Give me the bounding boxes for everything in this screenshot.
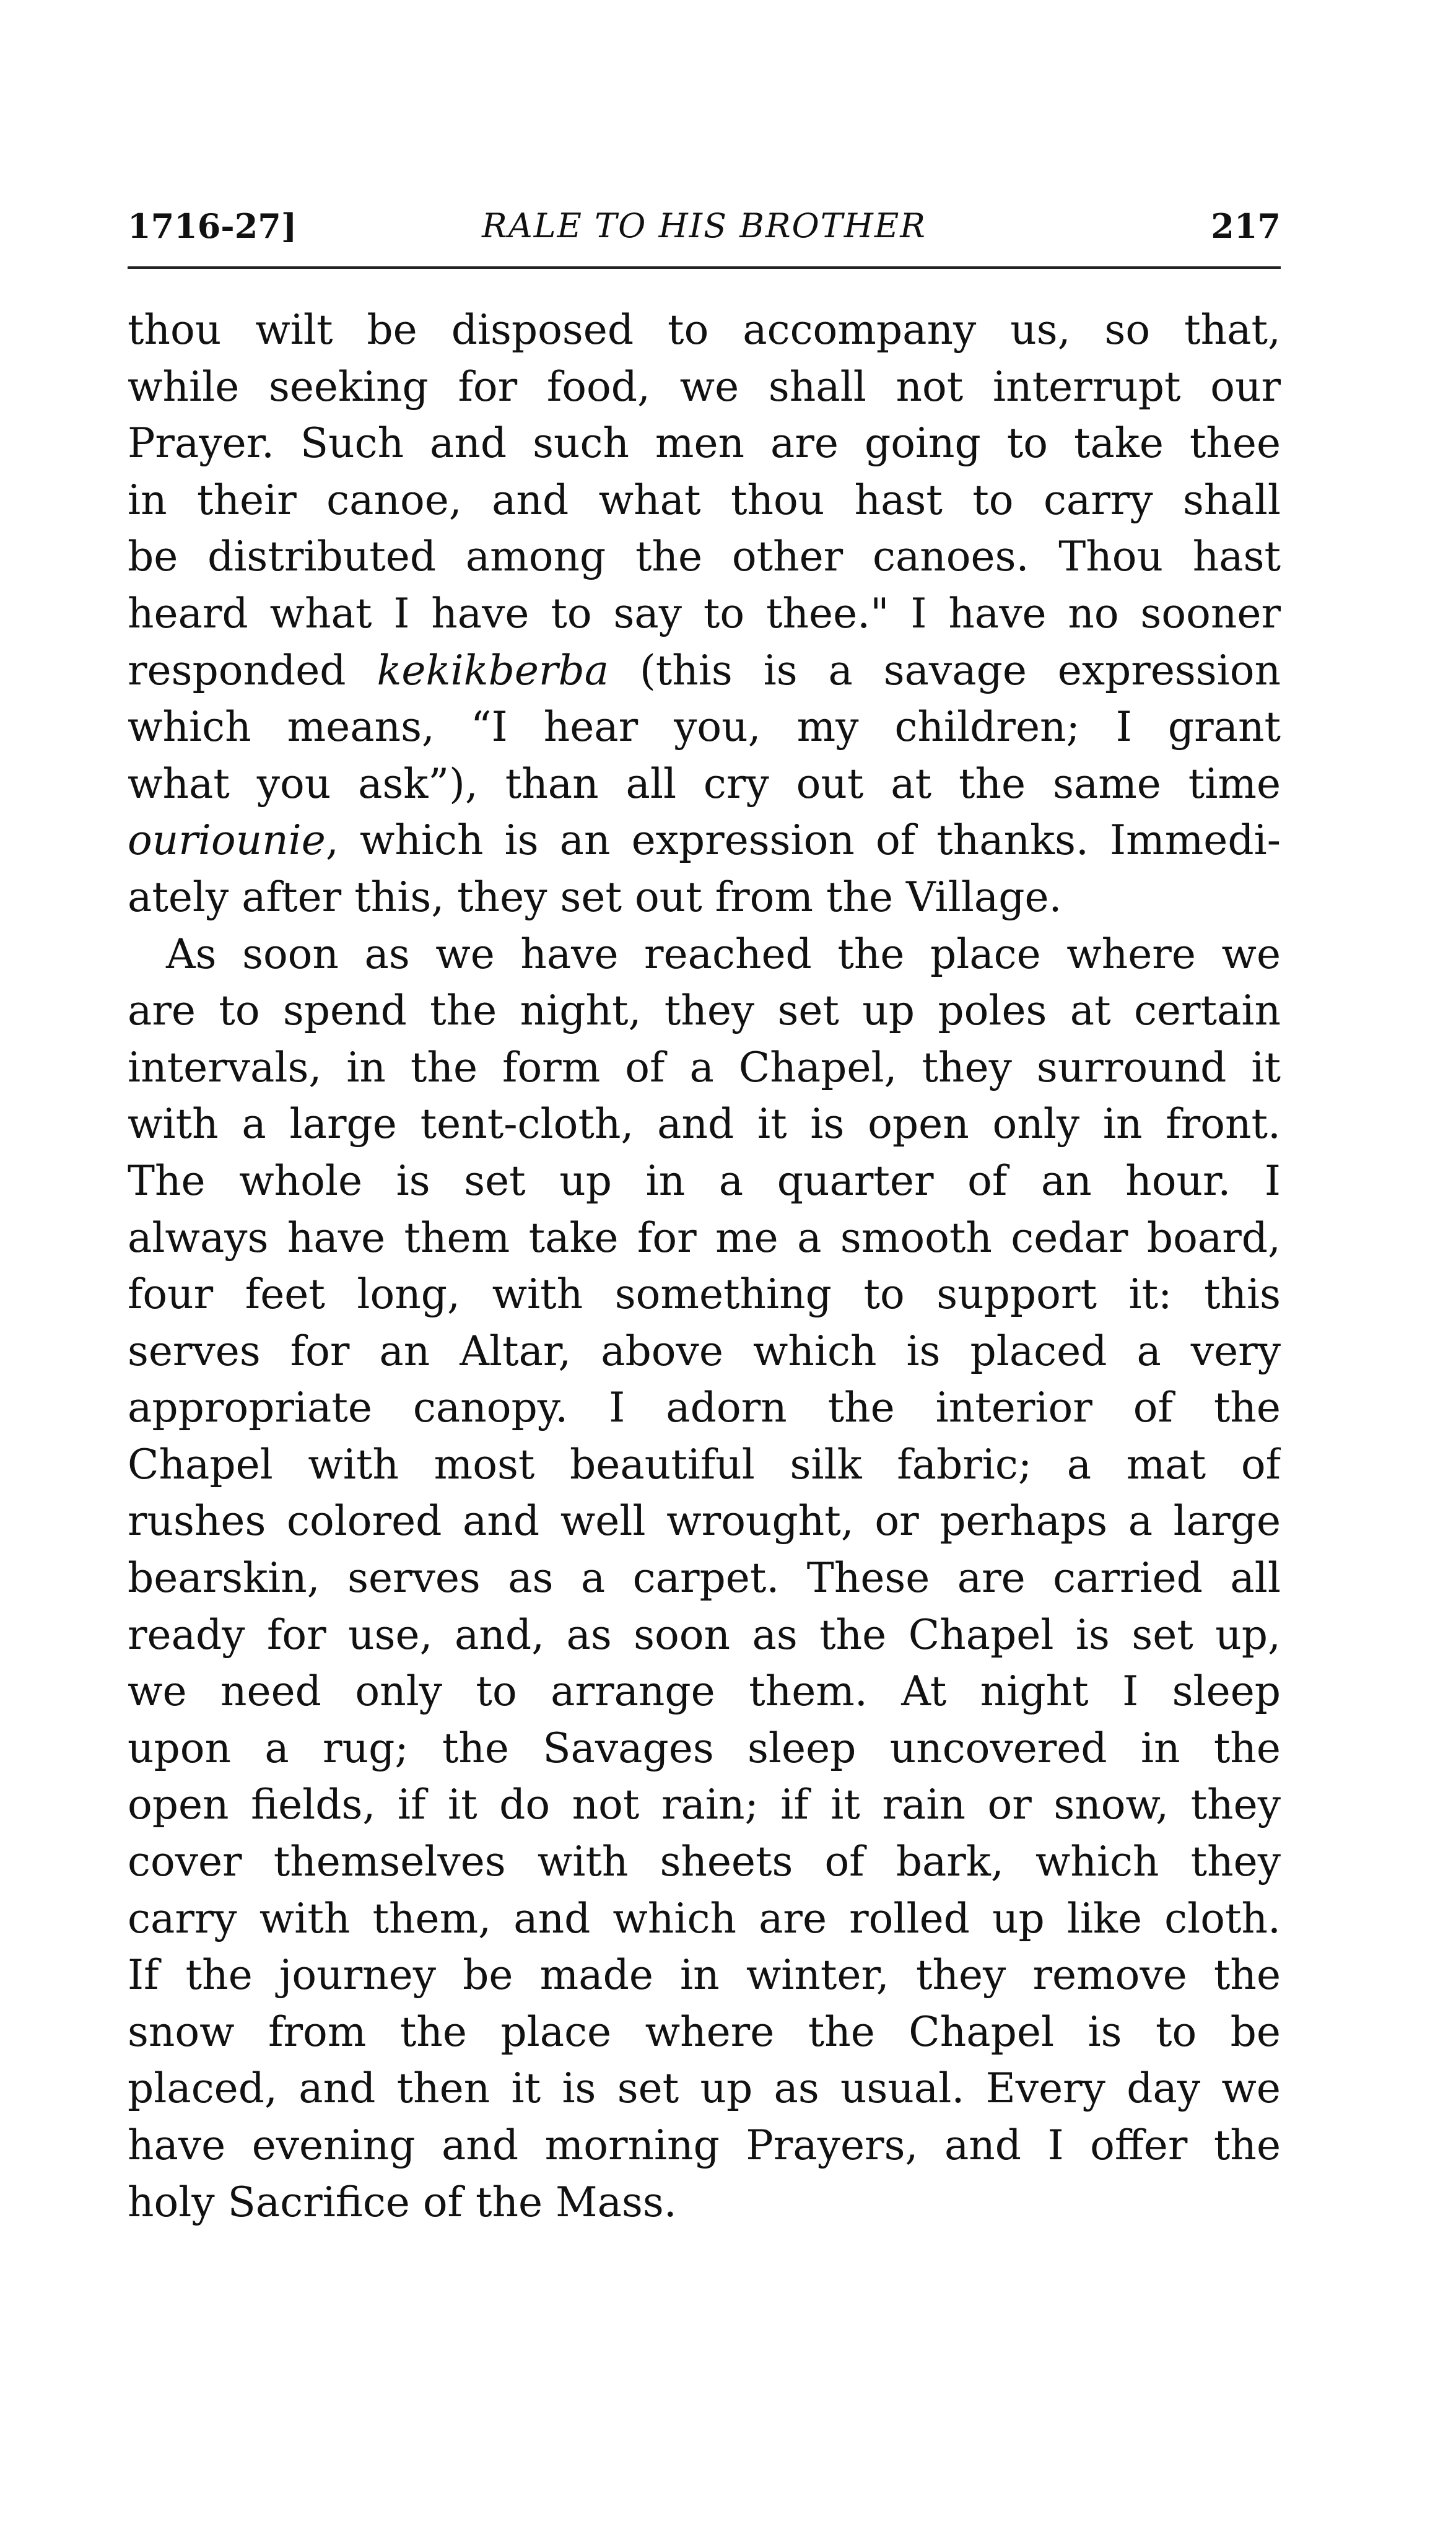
text-line	[128, 1379, 1281, 1436]
text-segment: four feet long, with something to support it: this	[128, 1270, 1281, 1319]
text-line	[128, 1663, 1281, 1720]
text-line	[128, 1096, 1281, 1153]
running-head-date-range: 1716-27]	[128, 206, 297, 246]
text-segment: we need only to arrange them. At night I sleep	[128, 1667, 1281, 1716]
text-segment: serves for an Altar, above which is placed a very	[128, 1327, 1281, 1375]
text-segment: placed, and then it is set up as usual. Every day we	[128, 2064, 1281, 2113]
text-segment: appropriate canopy. I adorn the interior of the	[128, 1384, 1281, 1432]
text-line	[128, 1493, 1281, 1550]
body-text	[128, 302, 1281, 2230]
text-segment: , which is an expression of thanks. Immedi-	[325, 816, 1281, 865]
header-rule	[128, 266, 1281, 269]
text-segment: ately after this, they set out from the Village.	[128, 873, 1062, 921]
text-segment: Chapel with most beautiful silk fabric; a mat of	[128, 1440, 1281, 1488]
running-head	[128, 201, 1281, 251]
text-segment: what you ask”), than all cry out at the same time	[128, 759, 1281, 808]
text-segment: holy Sacrifice of the Mass.	[128, 2178, 677, 2226]
text-line	[128, 2004, 1281, 2061]
text-line	[128, 472, 1281, 529]
text-line	[128, 585, 1281, 642]
text-line	[128, 1890, 1281, 1947]
text-segment: upon a rug; the Savages sleep uncovered in the	[128, 1724, 1281, 1772]
text-line	[128, 1266, 1281, 1323]
text-segment: have evening and morning Prayers, and I offer the	[128, 2121, 1281, 2169]
text-segment: responded	[128, 646, 377, 694]
text-line	[128, 812, 1281, 869]
text-segment: bearskin, serves as a carpet. These are carried all	[128, 1554, 1281, 1602]
text-segment: ready for use, and, as soon as the Chapel is set up,	[128, 1610, 1281, 1659]
text-segment: in their canoe, and what thou hast to carry shall	[128, 476, 1281, 524]
text-segment: As soon as we have reached the place where we	[166, 930, 1281, 978]
text-line	[128, 1153, 1281, 1210]
text-segment: which means, “I hear you, my children; I grant	[128, 703, 1281, 751]
text-segment: always have them take for me a smooth cedar board,	[128, 1213, 1281, 1262]
text-line	[128, 359, 1281, 416]
text-segment: snow from the place where the Chapel is to be	[128, 2007, 1281, 2056]
text-segment: rushes colored and well wrought, or perhaps a large	[128, 1497, 1281, 1545]
text-line	[128, 1039, 1281, 1096]
text-line	[128, 1210, 1281, 1267]
text-segment: be distributed among the other canoes. Thou hast	[128, 533, 1281, 581]
text-line	[128, 528, 1281, 585]
text-line	[128, 1947, 1281, 2004]
text-line	[128, 1607, 1281, 1664]
running-head-title: RALE TO HIS BROTHER	[482, 206, 926, 245]
text-line	[128, 926, 1281, 983]
text-segment: heard what I have to say to thee." I have no sooner	[128, 589, 1281, 637]
page-number: 217	[1211, 206, 1281, 246]
text-segment: are to spend the night, they set up poles at certain	[128, 987, 1281, 1035]
text-segment: intervals, in the form of a Chapel, they surround it	[128, 1043, 1281, 1091]
text-line	[128, 2060, 1281, 2117]
italic-term: kekikberba	[377, 646, 609, 694]
text-line	[128, 1550, 1281, 1607]
text-line	[128, 699, 1281, 756]
text-line	[128, 1323, 1281, 1380]
text-line	[128, 1833, 1281, 1890]
text-line	[128, 1720, 1281, 1777]
text-segment: open fields, if it do not rain; if it rain or snow, they	[128, 1781, 1281, 1829]
text-line	[128, 1436, 1281, 1493]
text-line	[128, 982, 1281, 1039]
text-line	[128, 2117, 1281, 2174]
text-segment: The whole is set up in a quarter of an hour. I	[128, 1156, 1281, 1205]
text-line	[128, 302, 1281, 359]
text-segment: If the journey be made in winter, they remove the	[128, 1951, 1281, 1999]
text-line	[128, 869, 1281, 926]
text-segment: thou wilt be disposed to accompany us, so that,	[128, 306, 1281, 354]
text-line	[128, 1776, 1281, 1833]
text-line	[128, 415, 1281, 472]
text-line	[128, 642, 1281, 699]
text-line	[128, 756, 1281, 813]
text-line	[128, 2174, 1281, 2231]
text-segment: (this is a savage expression	[609, 646, 1281, 694]
text-segment: with a large tent-cloth, and it is open only in front.	[128, 1100, 1281, 1148]
italic-term: ouriounie	[128, 816, 326, 865]
text-segment: cover themselves with sheets of bark, which they	[128, 1838, 1281, 1886]
text-segment: Prayer. Such and such men are going to take thee	[128, 419, 1281, 468]
text-segment: while seeking for food, we shall not interrupt our	[128, 362, 1281, 411]
text-segment: carry with them, and which are rolled up like cloth.	[128, 1894, 1281, 1942]
